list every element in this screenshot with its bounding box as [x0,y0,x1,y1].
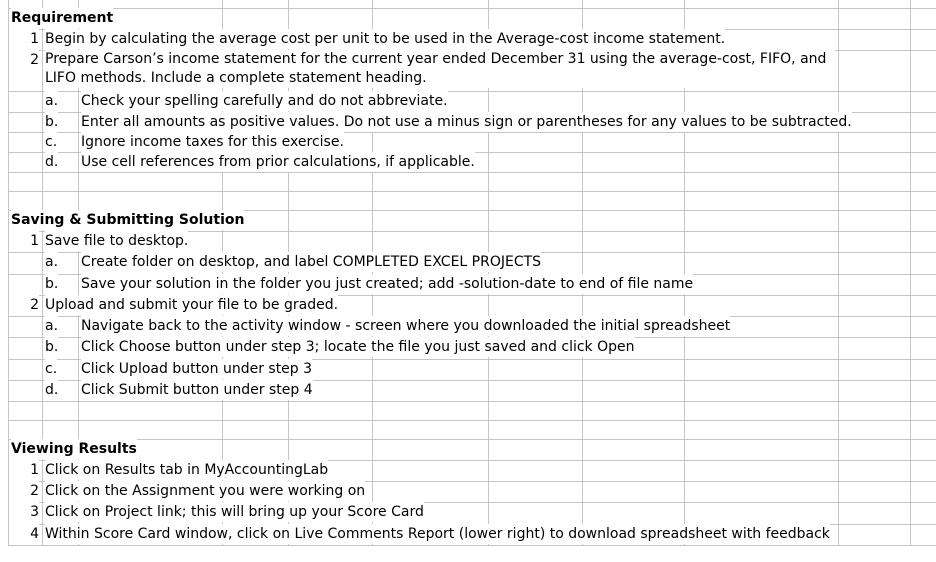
saving-subitem-letter[interactable]: b. [45,276,59,292]
saving-heading[interactable]: Saving & Submitting Solution [11,212,245,228]
requirement-item-text[interactable]: Prepare Carson’s income statement for the current year ended December 31 using the average-cost, FIFO, and LIFO methods. Include a complete statement heading. [45,50,835,88]
requirement-subitem-letter[interactable]: a. [45,93,59,109]
requirement-subitem-text[interactable]: Enter all amounts as positive values. Do not use a minus sign or parentheses for any values to be subtracted. [81,114,852,130]
viewing-item-number[interactable]: 1 [9,460,39,480]
saving-subitem-text[interactable]: Click Upload button under step 3 [81,361,313,377]
saving-subitem-text[interactable]: Navigate back to the activity window - screen where you downloaded the initial spreadsheet [81,318,731,334]
saving-subitem-letter[interactable]: a. [45,254,59,270]
requirement-item-number[interactable]: 2 [9,50,39,70]
viewing-item-number[interactable]: 3 [9,502,39,522]
saving-subitem-letter[interactable]: d. [45,382,59,398]
saving-subitem-letter[interactable]: c. [45,361,58,377]
viewing-item-number[interactable]: 2 [9,481,39,501]
viewing-item-text[interactable]: Within Score Card window, click on Live Comments Report (lower right) to download spreadsheet with feedback [45,526,830,542]
requirement-subitem-letter[interactable]: d. [45,154,59,170]
saving-subitem-text[interactable]: Click Choose button under step 3; locate the file you just saved and click Open [81,339,635,355]
viewing-item-text[interactable]: Click on Results tab in MyAccountingLab [45,462,329,478]
requirement-heading[interactable]: Requirement [11,10,114,26]
saving-subitem-letter[interactable]: b. [45,339,59,355]
saving-step-text[interactable]: Upload and submit your file to be graded. [45,297,339,313]
viewing-item-text[interactable]: Click on the Assignment you were working on [45,483,366,499]
saving-subitem-text[interactable]: Save your solution in the folder you just created; add -solution-date to end of file name [81,276,694,292]
saving-step-text[interactable]: Save file to desktop. [45,233,189,249]
saving-subitem-letter[interactable]: a. [45,318,59,334]
saving-subitem-text[interactable]: Create folder on desktop, and label COMPLETED EXCEL PROJECTS [81,254,542,270]
saving-step-number[interactable]: 1 [9,231,39,251]
viewing-item-number[interactable]: 4 [9,524,39,544]
requirement-subitem-letter[interactable]: b. [45,114,59,130]
viewing-heading[interactable]: Viewing Results [11,441,137,457]
saving-step-number[interactable]: 2 [9,295,39,315]
requirement-subitem-text[interactable]: Ignore income taxes for this exercise. [81,134,344,150]
requirement-subitem-letter[interactable]: c. [45,134,58,150]
viewing-item-text[interactable]: Click on Project link; this will bring up your Score Card [45,504,424,520]
requirement-item-number[interactable]: 1 [9,29,39,49]
requirement-item-text[interactable]: Begin by calculating the average cost per unit to be used in the Average-cost income statement. [45,31,726,47]
requirement-subitem-text[interactable]: Check your spelling carefully and do not abbreviate. [81,93,448,109]
requirement-subitem-text[interactable]: Use cell references from prior calculations, if applicable. [81,154,475,170]
saving-subitem-text[interactable]: Click Submit button under step 4 [81,382,313,398]
